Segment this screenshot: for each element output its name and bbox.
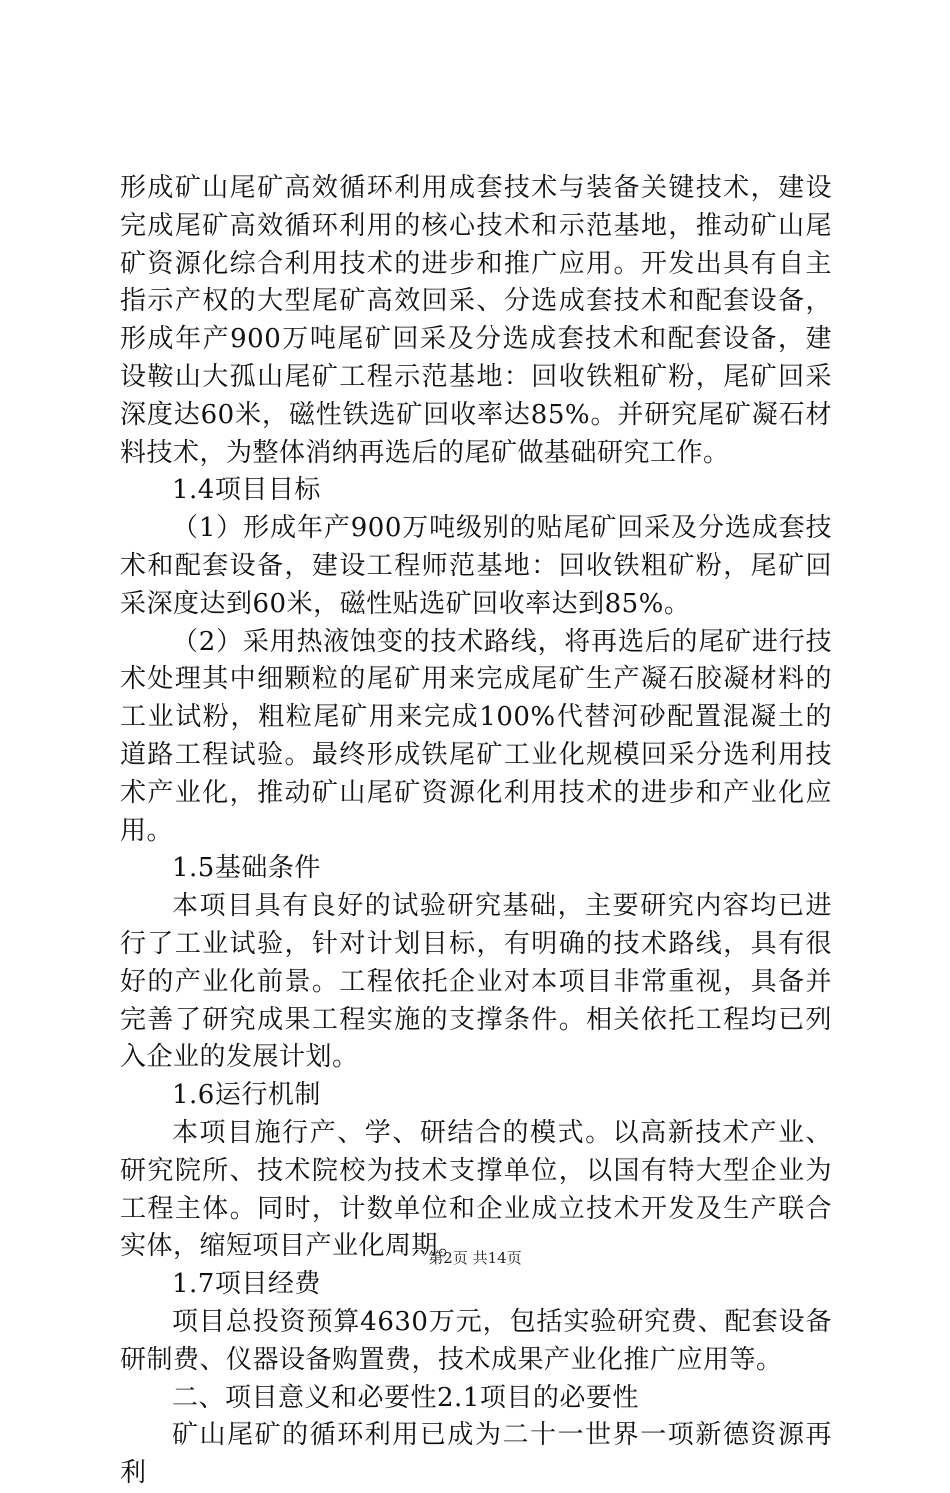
page-footer: 第2页 共14页 [428, 1249, 522, 1267]
paragraph-intro: 形成矿山尾矿高效循环利用成套技术与装备关键技术，建设完成尾矿高效循环利用的核心技术和示范基地，推动矿山尾矿资源化综合利用技术的进步和推广应用。开发出具有自主指示产权的大型尾矿高效回采、分选成套技术和配套设备，形成年产900万吨尾矿回采及分选成套技术和配套设备，建设鞍山大孤山尾矿工程示范基地：回收铁粗矿粉，尾矿回采深度达60米，磁性铁选矿回收率达85%。并研究尾矿凝石材料技术，为整体消纳再选后的尾矿做基础研究工作。 [120, 173, 832, 468]
paragraph-basic-conditions: 本项目具有良好的试验研究基础，主要研究内容均已进行了工业试验，针对计划目标，有明确的技术路线，具有很好的产业化前景。工程依托企业对本项目非常重视，具备并完善了研究成果工程实施的支撑条件。相关依托工程均已列入企业的发展计划。 [120, 891, 832, 1073]
paragraph-goal-2: （2）采用热液蚀变的技术路线，将再选后的尾矿进行技术处理其中细颗粒的尾矿用来完成尾矿生产凝石胶凝材料的工业试粉，粗粒尾矿用来完成100%代替河砂配置混凝土的道路工程试验。最终形成铁尾矿工业化规模回采分选利用技术产业化，推动矿山尾矿资源化利用技术的进步和产业化应用。 [120, 626, 832, 846]
paragraph-necessity: 矿山尾矿的循环利用已成为二十一世界一项新德资源再利 [120, 1420, 832, 1489]
document-body [120, 170, 832, 1493]
paragraph-funding: 项目总投资预算4630万元，包括实验研究费、配套设备研制费、仪器设备购置费，技术成果产业化推广应用等。 [120, 1306, 832, 1375]
section-heading-1-5: 1.5基础条件 [172, 853, 321, 884]
section-heading-1-6: 1.6运行机制 [172, 1080, 321, 1111]
section-heading-1-4: 1.4项目目标 [172, 475, 321, 506]
paragraph-mechanism: 本项目施行产、学、研结合的模式。以高新技术产业、研究院所、技术院校为技术支撑单位，以国有特大型企业为工程主体。同时，计数单位和企业成立技术开发及生产联合实体，缩短项目产业化周期。 [120, 1117, 832, 1262]
section-heading-2: 二、项目意义和必要性2.1项目的必要性 [172, 1382, 639, 1413]
paragraph-goal-1: （1）形成年产900万吨级别的贴尾矿回采及分选成套技术和配套设备，建设工程师范基地：回收铁粗矿粉，尾矿回采深度达到60米，磁性贴选矿回收率达到85%。 [120, 513, 832, 619]
section-heading-1-7: 1.7项目经费 [172, 1269, 321, 1300]
